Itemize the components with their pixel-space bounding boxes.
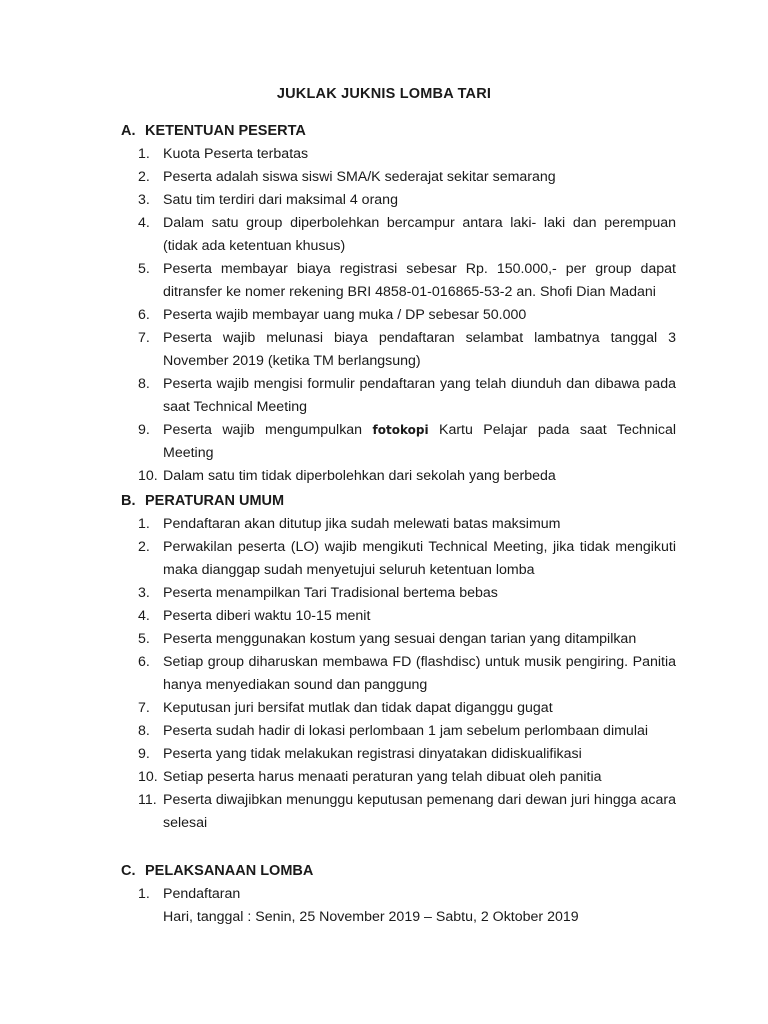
item-text: Peserta adalah siswa siswi SMA/K sederajat sekitar semarang — [163, 169, 556, 185]
section-letter: A. — [121, 123, 136, 139]
item-number: 6. — [138, 307, 150, 323]
item-text: Peserta diberi waktu 10-15 menit — [163, 608, 371, 624]
list-item — [121, 628, 676, 651]
item-number: 9. — [138, 422, 150, 438]
item-number: 1. — [138, 886, 150, 902]
section-letter: C. — [121, 863, 136, 879]
item-text: Peserta menggunakan kostum yang sesuai dengan tarian yang ditampilkan — [163, 631, 637, 647]
list-item — [121, 766, 676, 789]
item-text: Peserta wajib melunasi biaya pendaftaran selambat lambatnya tanggal 3 November 2019 (ketika TM berlangsung) — [163, 330, 676, 369]
section-heading — [121, 860, 676, 883]
list-item — [121, 258, 676, 304]
section-ketentuan-peserta — [121, 120, 676, 488]
item-text: Perwakilan peserta (LO) wajib mengikuti Technical Meeting, jika tidak mengikuti maka dianggap sudah menyetujui seluruh ketentuan lomba — [163, 539, 676, 578]
item-text: Setiap group diharuskan membawa FD (flashdisc) untuk musik pengiring. Panitia hanya menyediakan sound dan panggung — [163, 654, 676, 693]
section-heading — [121, 120, 676, 143]
list-item — [121, 789, 676, 835]
item-number: 4. — [138, 215, 150, 231]
schedule-line: Hari, tanggal : Senin, 25 November 2019 – Sabtu, 2 Oktober 2019 — [163, 909, 579, 925]
section-peraturan-umum — [121, 490, 676, 835]
item-number: 7. — [138, 700, 150, 716]
list-item — [121, 513, 676, 536]
list-item — [121, 651, 676, 697]
item-number: 5. — [138, 261, 150, 277]
list-item — [121, 143, 676, 166]
list-item — [121, 465, 676, 488]
list-item — [121, 720, 676, 743]
item-number: 11. — [138, 792, 157, 808]
item-text: Keputusan juri bersifat mutlak dan tidak dapat diganggu gugat — [163, 700, 553, 716]
item-text: Setiap peserta harus menaati peraturan yang telah dibuat oleh panitia — [163, 769, 602, 785]
item-number: 1. — [138, 146, 150, 162]
item-number: 3. — [138, 585, 150, 601]
item-text: Kuota Peserta terbatas — [163, 146, 309, 162]
item-number: 3. — [138, 192, 150, 208]
item-number: 8. — [138, 723, 150, 739]
section-title: KETENTUAN PESERTA — [145, 123, 306, 139]
numbered-list — [121, 883, 676, 906]
list-item — [121, 189, 676, 212]
item-number: 8. — [138, 376, 150, 392]
list-item — [121, 419, 676, 465]
item-number: 4. — [138, 608, 150, 624]
item-number: 2. — [138, 169, 150, 185]
item-text: Peserta membayar biaya registrasi sebesar Rp. 150.000,- per group dapat ditransfer ke nomer rekening BRI 4858-01-016865-53-2 an. Shofi Dian Madani — [163, 261, 676, 300]
item-text: Peserta wajib mengisi formulir pendaftaran yang telah diunduh dan dibawa pada saat Technical Meeting — [163, 376, 676, 415]
list-item — [121, 304, 676, 327]
item-number: 10. — [138, 468, 158, 484]
item-text: Peserta wajib membayar uang muka / DP sebesar 50.000 — [163, 307, 527, 323]
item-number: 7. — [138, 330, 150, 346]
list-item — [121, 373, 676, 419]
item-text: Dalam satu tim tidak diperbolehkan dari sekolah yang berbeda — [163, 468, 556, 484]
numbered-list — [121, 513, 676, 835]
item-text: Peserta sudah hadir di lokasi perlombaan 1 jam sebelum perlombaan dimulai — [163, 723, 649, 739]
item-text: Pendaftaran akan ditutup jika sudah melewati batas maksimum — [163, 516, 561, 532]
item-number: 1. — [138, 516, 150, 532]
item-text: Satu tim terdiri dari maksimal 4 orang — [163, 192, 398, 208]
list-item — [121, 582, 676, 605]
list-item — [121, 212, 676, 258]
item-number: 6. — [138, 654, 150, 670]
section-heading — [121, 490, 676, 513]
item-number: 9. — [138, 746, 150, 762]
document-title: JUKLAK JUKNIS LOMBA TARI — [276, 86, 492, 102]
item-text: Peserta diwajibkan menunggu keputusan pemenang dari dewan juri hingga acara selesai — [163, 792, 676, 831]
item-text-bold: fotokopi — [372, 423, 429, 437]
list-item — [121, 327, 676, 373]
list-item — [121, 605, 676, 628]
item-text: Peserta menampilkan Tari Tradisional bertema bebas — [163, 585, 498, 601]
list-item — [121, 536, 676, 582]
item-text: Pendaftaran — [163, 886, 241, 902]
item-text — [163, 419, 676, 465]
section-title: PELAKSANAAN LOMBA — [145, 863, 314, 879]
section-pelaksanaan-lomba — [121, 860, 676, 929]
item-number: 10. — [138, 769, 158, 785]
item-text-before: Peserta wajib mengumpulkan — [163, 422, 373, 438]
item-text: Peserta yang tidak melakukan registrasi dinyatakan didiskualifikasi — [163, 746, 582, 762]
item-number: 5. — [138, 631, 150, 647]
item-number: 2. — [138, 539, 150, 555]
list-item — [121, 743, 676, 766]
list-item — [121, 883, 676, 906]
section-title: PERATURAN UMUM — [145, 493, 285, 509]
item-text: Dalam satu group diperbolehkan bercampur antara laki- laki dan perempuan (tidak ada ketentuan khusus) — [163, 215, 676, 254]
list-item — [121, 166, 676, 189]
list-item — [121, 697, 676, 720]
section-letter: B. — [121, 493, 136, 509]
item-text-after: Kartu Pelajar pada saat Technical Meeting — [163, 422, 676, 461]
numbered-list — [121, 143, 676, 488]
